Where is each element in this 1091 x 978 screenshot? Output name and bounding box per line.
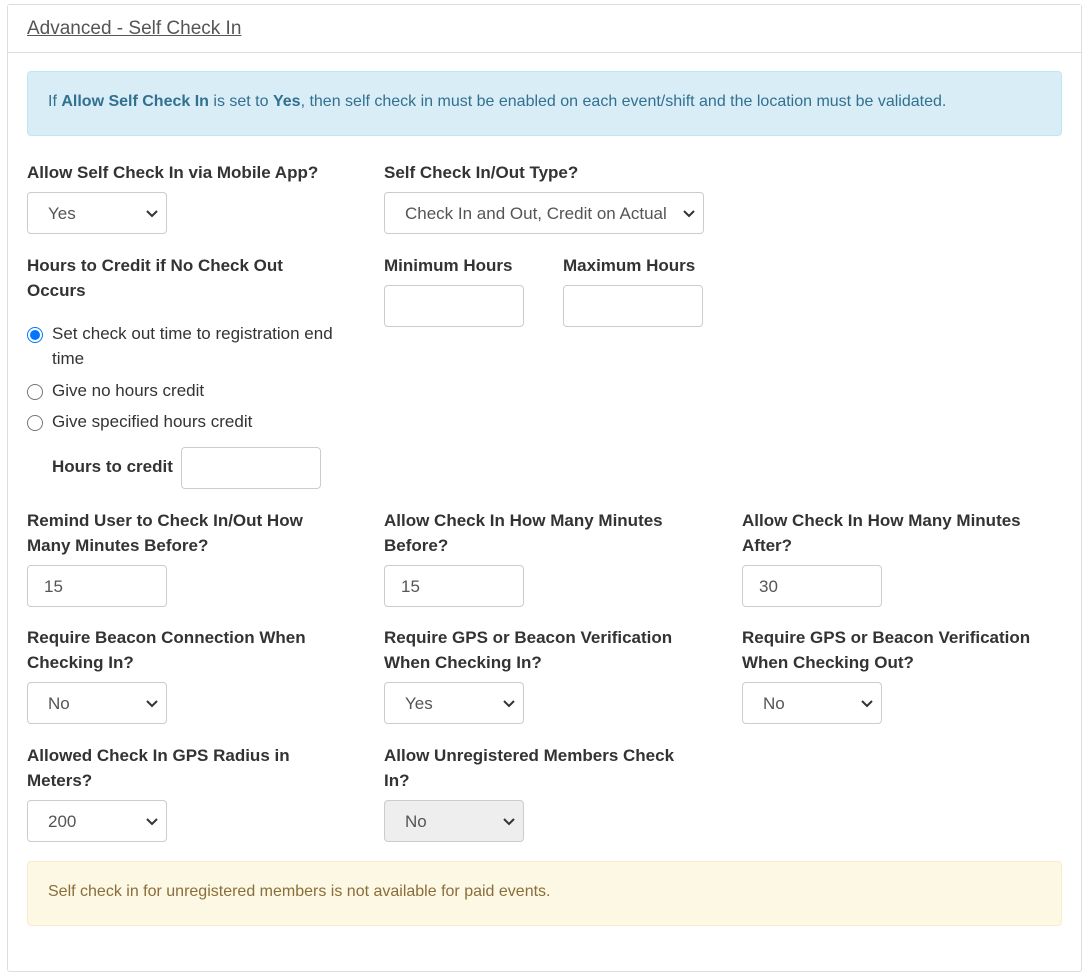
before-label — [384, 508, 663, 558]
minimum-hours-input[interactable] — [384, 285, 524, 327]
before-label-line2: Before? — [384, 536, 449, 555]
unregistered-label — [384, 743, 674, 793]
remind-label-line2: Many Minutes Before? — [27, 536, 209, 555]
gps-in-label — [384, 625, 672, 675]
gps-in-value: Yes — [405, 694, 433, 713]
allow-mobile-select[interactable] — [27, 192, 167, 234]
info-alert-prefix: If — [48, 93, 62, 110]
radio-label-line1: Set check out time to registration end — [52, 324, 333, 343]
chevron-down-icon — [501, 813, 517, 829]
radio-label-registration-end[interactable] — [52, 321, 333, 371]
radio-label-specified-credit[interactable]: Give specified hours credit — [52, 412, 253, 431]
after-minutes-input[interactable] — [742, 565, 882, 607]
chevron-down-icon — [681, 205, 697, 221]
unregistered-select — [384, 800, 524, 842]
hours-credit-label — [27, 253, 283, 303]
remind-minutes-value: 15 — [44, 577, 63, 596]
unregistered-label-line1: Allow Unregistered Members Check — [384, 746, 675, 765]
warning-alert: Self check in for unregistered members is not available for paid events. — [27, 861, 1062, 926]
gps-out-value: No — [763, 694, 785, 713]
before-minutes-value: 15 — [401, 577, 420, 596]
after-label — [742, 508, 1021, 558]
after-minutes-value: 30 — [759, 577, 778, 596]
radio-button-icon[interactable] — [27, 327, 43, 343]
hours-credit-label-line1: Hours to Credit if No Check Out — [27, 256, 283, 275]
gps-in-label-line2: When Checking In? — [384, 653, 542, 672]
checkin-type-label: Self Check In/Out Type? — [384, 163, 579, 182]
before-label-line1: Allow Check In How Many Minutes — [384, 511, 663, 530]
info-alert-bold-value: Yes — [272, 93, 301, 110]
unregistered-label-line2: In? — [384, 771, 410, 790]
maximum-hours-input[interactable] — [563, 285, 703, 327]
chevron-down-icon — [144, 813, 160, 829]
hours-to-credit-label: Hours to credit — [52, 457, 173, 476]
chevron-down-icon — [501, 695, 517, 711]
gps-out-label-line1: Require GPS or Beacon Verification — [742, 628, 1031, 647]
after-label-line2: After? — [742, 536, 793, 555]
gps-out-select[interactable] — [742, 682, 882, 724]
self-check-in-panel — [7, 4, 1082, 972]
before-minutes-input[interactable] — [384, 565, 524, 607]
after-label-line1: Allow Check In How Many Minutes — [742, 511, 1021, 530]
radius-select[interactable] — [27, 800, 167, 842]
radio-button-icon[interactable] — [27, 384, 43, 400]
hours-to-credit-input[interactable] — [181, 447, 321, 489]
minimum-hours-label: Minimum Hours — [384, 256, 513, 275]
chevron-down-icon — [859, 695, 875, 711]
chevron-down-icon — [144, 695, 160, 711]
gps-in-label-line1: Require GPS or Beacon Verification — [384, 628, 673, 647]
gps-out-label — [742, 625, 1030, 675]
info-alert-mid: is set to — [208, 93, 273, 110]
info-alert — [27, 71, 1062, 136]
checkin-type-select[interactable] — [384, 192, 704, 234]
checkin-type-value: Check In and Out, Credit on Actual — [405, 204, 667, 223]
beacon-value: No — [48, 694, 70, 713]
radius-label — [27, 743, 290, 793]
beacon-label — [27, 625, 306, 675]
hours-credit-label-line2: Occurs — [27, 281, 86, 300]
beacon-select[interactable] — [27, 682, 167, 724]
allow-mobile-label: Allow Self Check In via Mobile App? — [27, 163, 319, 182]
radio-label-no-credit[interactable]: Give no hours credit — [52, 381, 205, 400]
beacon-label-line1: Require Beacon Connection When — [27, 628, 306, 647]
radius-label-line2: Meters? — [27, 771, 93, 790]
remind-minutes-input[interactable] — [27, 565, 167, 607]
radio-button-icon[interactable] — [27, 415, 43, 431]
info-alert-bold-setting: Allow Self Check In — [61, 93, 209, 110]
remind-label-line1: Remind User to Check In/Out How — [27, 511, 303, 530]
allow-mobile-value: Yes — [48, 204, 76, 223]
gps-out-label-line2: When Checking Out? — [742, 653, 914, 672]
unregistered-value: No — [405, 812, 427, 831]
remind-label — [27, 508, 303, 558]
info-alert-suffix: , then self check in must be enabled on each event/shift and the location must be validated. — [300, 93, 947, 110]
panel-title[interactable]: Advanced - Self Check In — [27, 18, 242, 39]
radius-label-line1: Allowed Check In GPS Radius in — [27, 746, 290, 765]
radius-value: 200 — [48, 812, 77, 831]
panel-heading — [8, 5, 1081, 53]
chevron-down-icon — [144, 205, 160, 221]
gps-in-select[interactable] — [384, 682, 524, 724]
radio-label-line2: time — [52, 349, 85, 368]
maximum-hours-label: Maximum Hours — [563, 256, 696, 275]
beacon-label-line2: Checking In? — [27, 653, 134, 672]
